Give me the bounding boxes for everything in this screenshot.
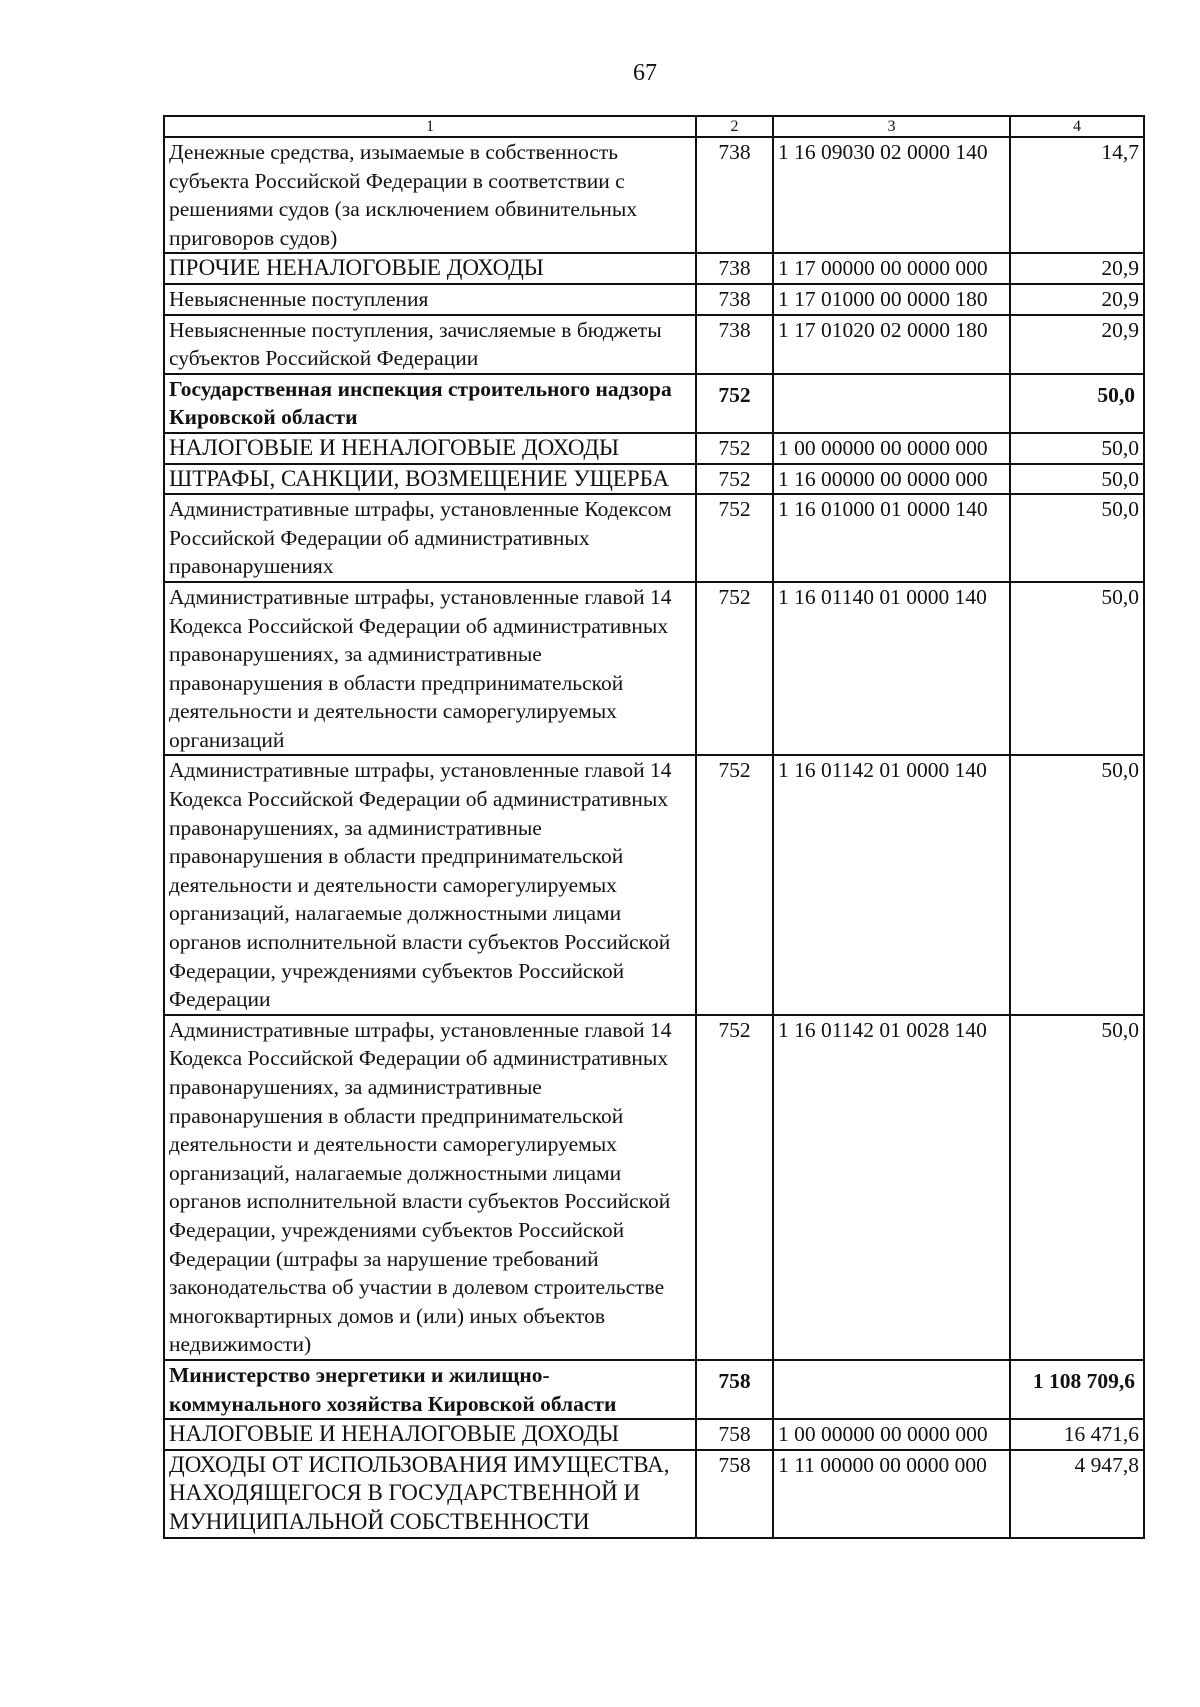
row-admin-code: 752 xyxy=(696,464,773,495)
row-classification-code: 1 16 00000 00 0000 000 xyxy=(773,464,1010,495)
row-classification-code: 1 16 01000 01 0000 140 xyxy=(773,494,1010,582)
row-name: ДОХОДЫ ОТ ИСПОЛЬЗОВАНИЯ ИМУЩЕСТВА, НАХОДЯЩЕГОСЯ В ГОСУДАРСТВЕННОЙ И МУНИЦИПАЛЬНОЙ СОБСТВЕННОСТИ xyxy=(164,1450,696,1538)
table-row xyxy=(164,755,1144,1014)
row-name: Административные штрафы, установленные главой 14 Кодекса Российской Федерации об административных правонарушениях, за административные правонарушения в области предпринимательской деятельности и деятельности саморегулируемых организаций, налагаемые должностными лицами органов исполнительной власти субъектов Российской Федерации, учреждениями субъектов Российской Федерации (штрафы за нарушение требований законодательства об участии в долевом строительстве многоквартирных домов и (или) иных объектов недвижимости) xyxy=(164,1015,696,1360)
row-admin-code: 738 xyxy=(696,284,773,315)
row-amount: 50,0 xyxy=(1010,464,1144,495)
table-row-administrator xyxy=(164,1360,1144,1419)
row-classification-code: 1 16 01142 01 0028 140 xyxy=(773,1015,1010,1360)
column-header-2: 2 xyxy=(696,116,773,137)
row-classification-code: 1 17 01000 00 0000 180 xyxy=(773,284,1010,315)
table-row xyxy=(164,1450,1144,1538)
row-name: Министерство энергетики и жилищно-коммунального хозяйства Кировской области xyxy=(164,1360,696,1419)
column-header-1: 1 xyxy=(164,116,696,137)
row-admin-code: 752 xyxy=(696,755,773,1014)
column-header-4: 4 xyxy=(1010,116,1144,137)
row-amount: 50,0 xyxy=(1010,1015,1144,1360)
row-amount: 50,0 xyxy=(1010,582,1144,756)
row-name: Административные штрафы, установленные главой 14 Кодекса Российской Федерации об административных правонарушениях, за административные правонарушения в области предпринимательской деятельности и деятельности саморегулируемых организаций xyxy=(164,582,696,756)
table-row xyxy=(164,315,1144,374)
row-amount: 1 108 709,6 xyxy=(1010,1360,1144,1419)
row-classification-code: 1 00 00000 00 0000 000 xyxy=(773,1419,1010,1450)
row-amount: 50,0 xyxy=(1010,494,1144,582)
row-amount: 20,9 xyxy=(1010,253,1144,284)
table-row-administrator xyxy=(164,374,1144,433)
row-name: НАЛОГОВЫЕ И НЕНАЛОГОВЫЕ ДОХОДЫ xyxy=(164,433,696,464)
row-name: Государственная инспекция строительного надзора Кировской области xyxy=(164,374,696,433)
table-row xyxy=(164,494,1144,582)
row-name: НАЛОГОВЫЕ И НЕНАЛОГОВЫЕ ДОХОДЫ xyxy=(164,1419,696,1450)
revenue-table xyxy=(163,115,1145,1539)
row-admin-code: 758 xyxy=(696,1360,773,1419)
column-header-3: 3 xyxy=(773,116,1010,137)
row-name: Административные штрафы, установленные главой 14 Кодекса Российской Федерации об административных правонарушениях, за административные правонарушения в области предпринимательской деятельности и деятельности саморегулируемых организаций, налагаемые должностными лицами органов исполнительной власти субъектов Российской Федерации, учреждениями субъектов Российской Федерации xyxy=(164,755,696,1014)
row-amount: 50,0 xyxy=(1010,374,1144,433)
row-amount: 50,0 xyxy=(1010,433,1144,464)
row-admin-code: 738 xyxy=(696,315,773,374)
table-row xyxy=(164,464,1144,495)
row-admin-code: 738 xyxy=(696,253,773,284)
table-row xyxy=(164,1419,1144,1450)
row-admin-code: 758 xyxy=(696,1419,773,1450)
row-admin-code: 758 xyxy=(696,1450,773,1538)
row-amount: 50,0 xyxy=(1010,755,1144,1014)
table-row xyxy=(164,1015,1144,1360)
table-header-row xyxy=(164,116,1144,137)
row-amount: 20,9 xyxy=(1010,284,1144,315)
row-admin-code: 738 xyxy=(696,137,773,253)
table-row xyxy=(164,582,1144,756)
row-classification-code: 1 17 00000 00 0000 000 xyxy=(773,253,1010,284)
row-amount: 4 947,8 xyxy=(1010,1450,1144,1538)
row-classification-code xyxy=(773,1360,1010,1419)
row-admin-code: 752 xyxy=(696,582,773,756)
row-name: Административные штрафы, установленные Кодексом Российской Федерации об административных правонарушениях xyxy=(164,494,696,582)
row-classification-code: 1 16 01142 01 0000 140 xyxy=(773,755,1010,1014)
row-admin-code: 752 xyxy=(696,433,773,464)
row-admin-code: 752 xyxy=(696,374,773,433)
row-name: Денежные средства, изымаемые в собственность субъекта Российской Федерации в соответствии с решениями судов (за исключением обвинительных приговоров судов) xyxy=(164,137,696,253)
table-row xyxy=(164,433,1144,464)
row-classification-code: 1 16 01140 01 0000 140 xyxy=(773,582,1010,756)
row-classification-code: 1 17 01020 02 0000 180 xyxy=(773,315,1010,374)
row-classification-code: 1 16 09030 02 0000 140 xyxy=(773,137,1010,253)
page-number: 67 xyxy=(633,60,657,86)
row-name: Невыясненные поступления xyxy=(164,284,696,315)
row-classification-code: 1 11 00000 00 0000 000 xyxy=(773,1450,1010,1538)
row-amount: 20,9 xyxy=(1010,315,1144,374)
row-admin-code: 752 xyxy=(696,494,773,582)
row-name: Невыясненные поступления, зачисляемые в бюджеты субъектов Российской Федерации xyxy=(164,315,696,374)
row-classification-code xyxy=(773,374,1010,433)
row-classification-code: 1 00 00000 00 0000 000 xyxy=(773,433,1010,464)
table-row xyxy=(164,137,1144,253)
row-name: ШТРАФЫ, САНКЦИИ, ВОЗМЕЩЕНИЕ УЩЕРБА xyxy=(164,464,696,495)
row-admin-code: 752 xyxy=(696,1015,773,1360)
row-amount: 14,7 xyxy=(1010,137,1144,253)
row-amount: 16 471,6 xyxy=(1010,1419,1144,1450)
table-row xyxy=(164,253,1144,284)
table-row xyxy=(164,284,1144,315)
row-name: ПРОЧИЕ НЕНАЛОГОВЫЕ ДОХОДЫ xyxy=(164,253,696,284)
